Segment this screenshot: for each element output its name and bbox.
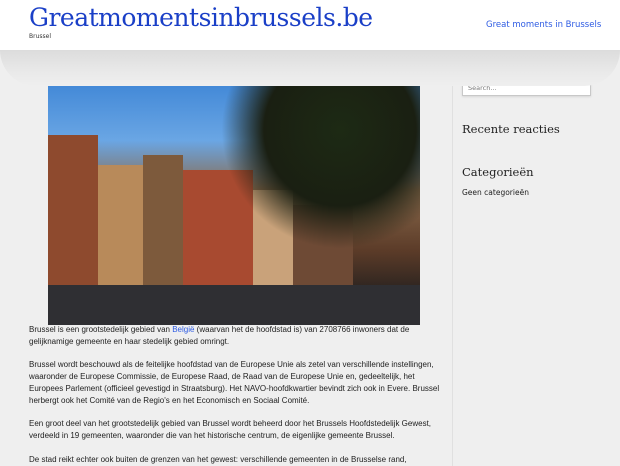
text: Brussel is een grootstedelijk gebied van <box>29 325 173 334</box>
categories-heading: Categorieën <box>462 165 534 179</box>
paragraph: Een groot deel van het grootstedelijk gebied van Brussel wordt beheerd door het Brussels Hoofdstedelijk Gewest, verdeeld in 19 gemeenten, waaronder die van het historische centrum, de eigenlijke gemeente Brussel. <box>29 419 432 441</box>
site-header <box>0 0 620 50</box>
site-title[interactable]: Greatmomentsinbrussels.be <box>29 3 373 32</box>
site-tagline: Brussel <box>29 33 51 40</box>
paragraph: De stad reikt echter ook buiten de grenzen van het gewest: verschillende gemeenten in de Brusselse rand, <box>29 454 407 464</box>
recent-comments-heading: Recente reacties <box>462 122 560 136</box>
article-body <box>29 324 447 466</box>
text: (waarvan het de hoofdstad is) van 2708766 inwoners dat de gelijknamige gemeente en haar stedelijk gebied omringt. <box>29 325 410 346</box>
header-shadow <box>0 50 620 86</box>
categories-empty-text: Geen categorieën <box>462 188 529 197</box>
paragraph <box>29 324 447 348</box>
brussels-square-photo <box>48 79 420 325</box>
sidebar-divider <box>452 76 453 466</box>
nav-link-great-moments[interactable]: Great moments in Brussels <box>486 20 602 30</box>
belgie-link[interactable]: België <box>172 325 195 334</box>
paragraph: Brussel wordt beschouwd als de feitelijke hoofdstad van de Europese Unie als zetel van verschillende instellingen, waaronder de Europese Commissie, de Europese Raad, de Raad van de Europese Unie en, gedeeltelijk, het Europees Parlement (officieel gevestigd in Straatsburg). Het NAVO-hoofdkwartier bevindt zich ook in Evere. Brussel herbergt ook het Comité van de Regio's en het Economisch en Sociaal Comité. <box>29 360 440 405</box>
